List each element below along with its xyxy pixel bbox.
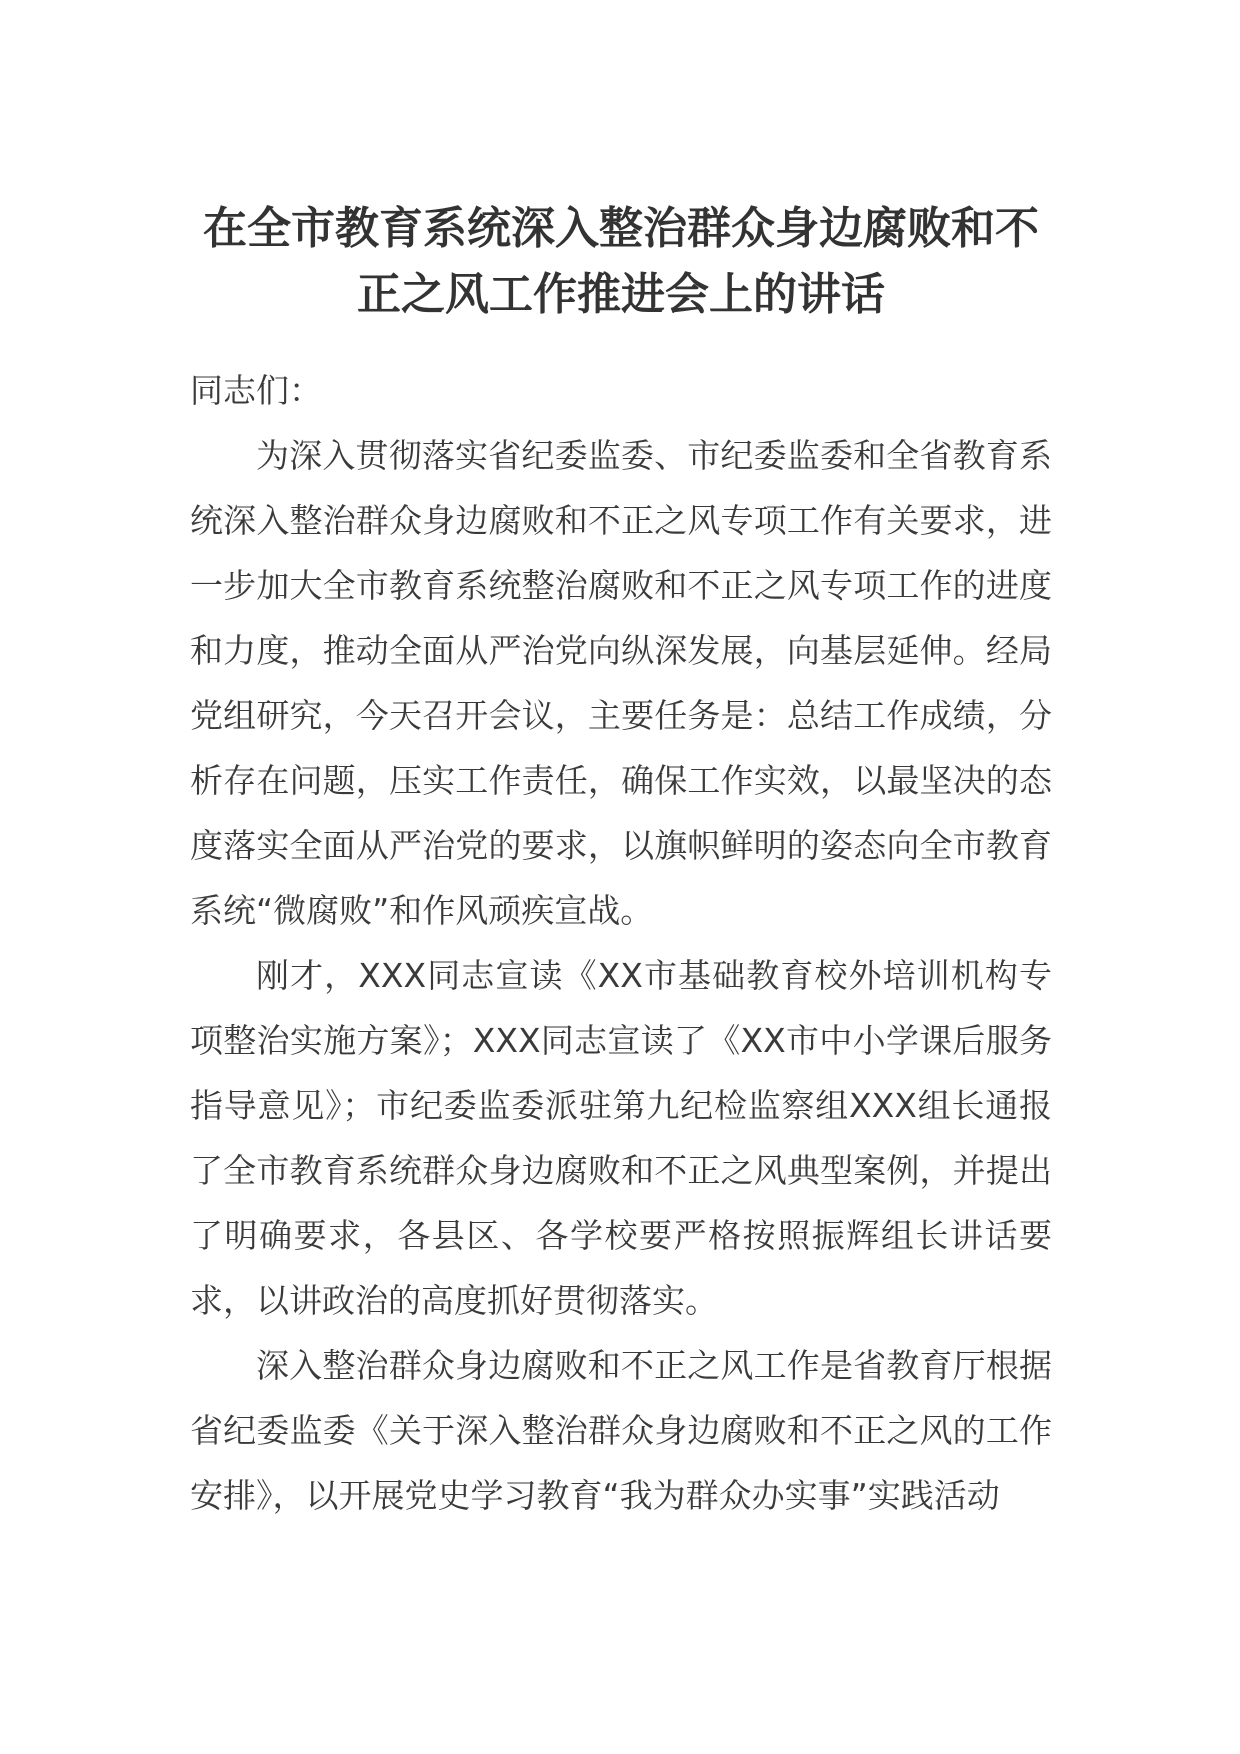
paragraph-2: 刚才，XXX同志宣读《XX市基础教育校外培训机构专项整治实施方案》；XXX同志宣读了《XX市中小学课后服务指导意见》；市纪委监委派驻第九纪检监察组XXX组长通报了全市教育系统群众身边腐败和不正之风典型案例，并提出了明确要求，各县区、各学校要严格按照振辉组长讲话要求，以讲政治的高度抓好贯彻落实。	[190, 956, 1052, 1320]
title-line-2: 正之风工作推进会上的讲话	[357, 269, 885, 320]
salutation: 同志们：	[190, 371, 322, 410]
document-page	[190, 196, 1052, 1528]
title-line-1: 在全市教育系统深入整治群众身边腐败和不	[203, 203, 1039, 254]
paragraph-1: 为深入贯彻落实省纪委监委、市纪委监委和全省教育系统深入整治群众身边腐败和不正之风专项工作有关要求，进一步加大全市教育系统整治腐败和不正之风专项工作的进度和力度，推动全面从严治党向纵深发展，向基层延伸。经局党组研究，今天召开会议，主要任务是：总结工作成绩，分析存在问题，压实工作责任，确保工作实效，以最坚决的态度落实全面从严治党的要求，以旗帜鲜明的姿态向全市教育系统“微腐败”和作风顽疾宣战。	[190, 436, 1052, 930]
document-body	[190, 358, 1052, 1528]
paragraph-3: 深入整治群众身边腐败和不正之风工作是省教育厅根据省纪委监委《关于深入整治群众身边腐败和不正之风的工作安排》，以开展党史学习教育“我为群众办实事”实践活动	[190, 1346, 1052, 1515]
document-title	[190, 196, 1052, 328]
